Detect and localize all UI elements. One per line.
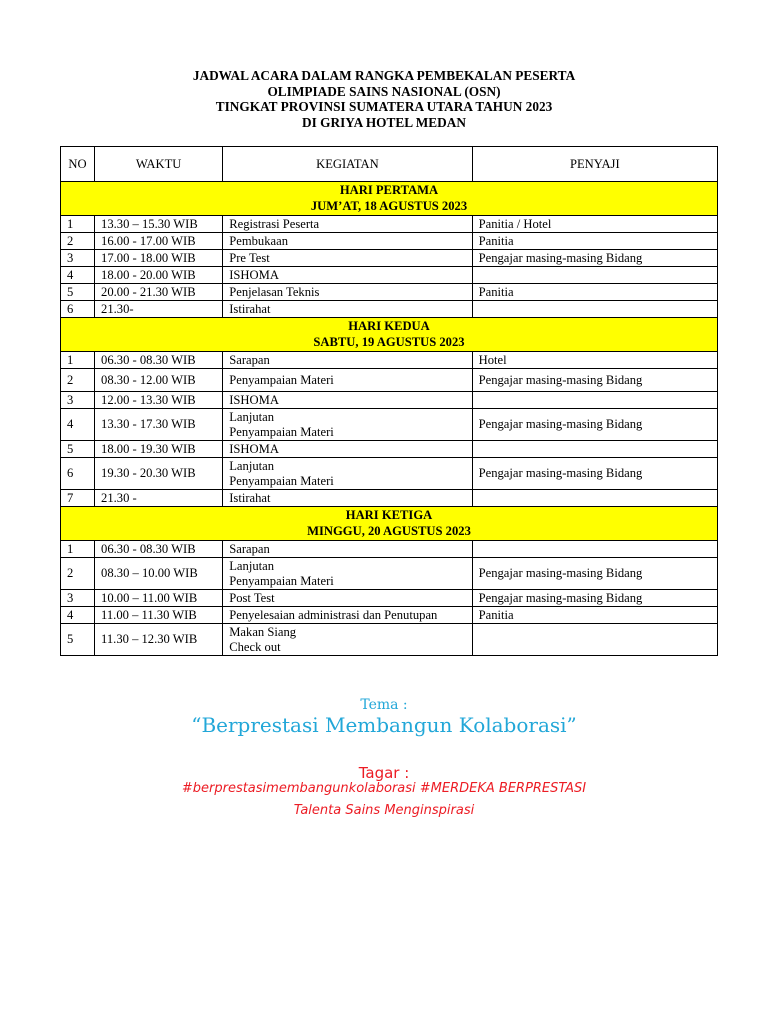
cell-activity [223, 369, 472, 392]
table-row [61, 284, 718, 301]
cell-time: 06.30 - 08.30 WIB [95, 352, 223, 369]
table-row [61, 458, 718, 490]
cell-presenter [472, 441, 717, 458]
cell-presenter: Pengajar masing-masing Bidang [472, 558, 717, 590]
day-header-cell [61, 318, 718, 352]
cell-activity [223, 490, 472, 507]
day-title: HARI KEDUA [348, 319, 430, 333]
activity-line: ISHOMA [229, 392, 279, 407]
day-title: HARI PERTAMA [339, 183, 439, 197]
cell-activity [223, 558, 472, 590]
cell-no: 1 [61, 541, 95, 558]
activity-line: Lanjutan [229, 458, 274, 473]
document-title [0, 68, 768, 130]
cell-time: 18.00 - 20.00 WIB [95, 267, 223, 284]
cell-time: 16.00 - 17.00 WIB [95, 233, 223, 250]
cell-no: 5 [61, 284, 95, 301]
cell-activity [223, 607, 472, 624]
cell-time: 18.00 - 19.30 WIB [95, 441, 223, 458]
cell-time: 21.30 - [95, 490, 223, 507]
header-no: NO [61, 147, 95, 182]
cell-time: 21.30- [95, 301, 223, 318]
cell-presenter [472, 541, 717, 558]
cell-presenter: Panitia [472, 607, 717, 624]
activity-line: Penyampaian Materi [229, 573, 334, 588]
cell-presenter: Panitia [472, 284, 717, 301]
activity-line: ISHOMA [229, 441, 279, 456]
hashtag-label: Tagar : [358, 764, 410, 782]
cell-activity [223, 250, 472, 267]
cell-activity [223, 267, 472, 284]
theme-text: “Berprestasi Membangun Kolaborasi” [191, 713, 577, 737]
cell-activity [223, 352, 472, 369]
cell-activity [223, 590, 472, 607]
cell-no: 1 [61, 352, 95, 369]
cell-time: 08.30 - 12.00 WIB [95, 369, 223, 392]
cell-presenter: Pengajar masing-masing Bidang [472, 458, 717, 490]
cell-presenter: Panitia [472, 233, 717, 250]
hashtag-line-1: #berprestasimembangunkolaborasi #MERDEKA BERPRESTASI [181, 781, 587, 796]
cell-no: 2 [61, 233, 95, 250]
cell-presenter: Pengajar masing-masing Bidang [472, 409, 717, 441]
cell-time: 10.00 – 11.00 WIB [95, 590, 223, 607]
table-row [61, 409, 718, 441]
activity-line: Penyampaian Materi [229, 372, 334, 387]
activity-line: ISHOMA [229, 267, 279, 282]
table-row [61, 558, 718, 590]
cell-no: 6 [61, 458, 95, 490]
activity-line: Istirahat [229, 301, 271, 316]
header-presenter: PENYAJI [472, 147, 717, 182]
activity-line: Post Test [229, 590, 275, 605]
header-activity: KEGIATAN [223, 147, 472, 182]
cell-activity [223, 392, 472, 409]
table-row [61, 250, 718, 267]
day-header-row [61, 318, 718, 352]
cell-no: 3 [61, 250, 95, 267]
activity-line: Istirahat [229, 490, 271, 505]
cell-no: 3 [61, 590, 95, 607]
table-row [61, 624, 718, 656]
day-header-cell [61, 182, 718, 216]
activity-line: Penjelasan Teknis [229, 284, 320, 299]
cell-presenter [472, 624, 717, 656]
cell-time: 11.00 – 11.30 WIB [95, 607, 223, 624]
day-header-cell [61, 507, 718, 541]
activity-line: Penyelesaian administrasi dan Penutupan [229, 607, 438, 622]
table-row [61, 233, 718, 250]
cell-no: 5 [61, 624, 95, 656]
table-row [61, 607, 718, 624]
cell-time: 11.30 – 12.30 WIB [95, 624, 223, 656]
table-row [61, 441, 718, 458]
cell-no: 4 [61, 409, 95, 441]
activity-line: Pembukaan [229, 233, 288, 248]
cell-presenter [472, 267, 717, 284]
cell-activity [223, 541, 472, 558]
activity-line: Pre Test [229, 250, 270, 265]
table-row [61, 590, 718, 607]
table-row [61, 267, 718, 284]
table-row [61, 392, 718, 409]
cell-activity [223, 458, 472, 490]
day-date: MINGGU, 20 AGUSTUS 2023 [307, 523, 471, 538]
title-line-1: JADWAL ACARA DALAM RANGKA PEMBEKALAN PESERTA [192, 68, 576, 83]
title-line-3: TINGKAT PROVINSI SUMATERA UTARA TAHUN 2023 [215, 99, 553, 114]
cell-no: 4 [61, 267, 95, 284]
cell-no: 2 [61, 369, 95, 392]
cell-time: 19.30 - 20.30 WIB [95, 458, 223, 490]
cell-presenter [472, 301, 717, 318]
cell-activity [223, 216, 472, 233]
activity-line: Lanjutan [229, 558, 274, 573]
title-line-2: OLIMPIADE SAINS NASIONAL (OSN) [267, 83, 501, 99]
schedule-body [61, 182, 718, 656]
cell-no: 1 [61, 216, 95, 233]
activity-line: Makan Siang [229, 624, 297, 639]
header-time: WAKTU [95, 147, 223, 182]
day-date: JUM’AT, 18 AGUSTUS 2023 [310, 198, 468, 213]
table-header-row [61, 147, 718, 182]
cell-activity [223, 409, 472, 441]
cell-activity [223, 233, 472, 250]
theme-label: Tema : [360, 697, 408, 713]
table-row [61, 216, 718, 233]
cell-activity [223, 301, 472, 318]
cell-no: 2 [61, 558, 95, 590]
cell-presenter: Pengajar masing-masing Bidang [472, 590, 717, 607]
activity-line: Check out [229, 639, 281, 654]
activity-line: Penyampaian Materi [229, 473, 334, 488]
cell-presenter: Pengajar masing-masing Bidang [472, 250, 717, 267]
activity-line: Sarapan [229, 352, 270, 367]
cell-activity [223, 284, 472, 301]
cell-time: 08.30 – 10.00 WIB [95, 558, 223, 590]
cell-presenter [472, 392, 717, 409]
day-date: SABTU, 19 AGUSTUS 2023 [313, 334, 465, 349]
title-line-4: DI GRIYA HOTEL MEDAN [302, 114, 466, 130]
hashtag-line-2: Talenta Sains Menginspirasi [293, 803, 475, 818]
cell-no: 4 [61, 607, 95, 624]
cell-time: 20.00 - 21.30 WIB [95, 284, 223, 301]
cell-no: 5 [61, 441, 95, 458]
cell-presenter: Pengajar masing-masing Bidang [472, 369, 717, 392]
schedule-table [60, 146, 718, 656]
table-row [61, 541, 718, 558]
cell-activity [223, 624, 472, 656]
cell-time: 17.00 - 18.00 WIB [95, 250, 223, 267]
activity-line: Sarapan [229, 541, 270, 556]
cell-presenter: Panitia / Hotel [472, 216, 717, 233]
activity-line: Lanjutan [229, 409, 274, 424]
table-row [61, 352, 718, 369]
day-header-row [61, 182, 718, 216]
cell-time: 12.00 - 13.30 WIB [95, 392, 223, 409]
cell-time: 13.30 – 15.30 WIB [95, 216, 223, 233]
cell-no: 3 [61, 392, 95, 409]
table-row [61, 490, 718, 507]
activity-line: Registrasi Peserta [229, 216, 320, 231]
cell-presenter [472, 490, 717, 507]
cell-no: 6 [61, 301, 95, 318]
cell-presenter: Hotel [472, 352, 717, 369]
table-row [61, 301, 718, 318]
cell-no: 7 [61, 490, 95, 507]
day-title: HARI KETIGA [345, 508, 433, 522]
cell-activity [223, 441, 472, 458]
cell-time: 06.30 - 08.30 WIB [95, 541, 223, 558]
table-row [61, 369, 718, 392]
cell-time: 13.30 - 17.30 WIB [95, 409, 223, 441]
activity-line: Penyampaian Materi [229, 424, 334, 439]
day-header-row [61, 507, 718, 541]
